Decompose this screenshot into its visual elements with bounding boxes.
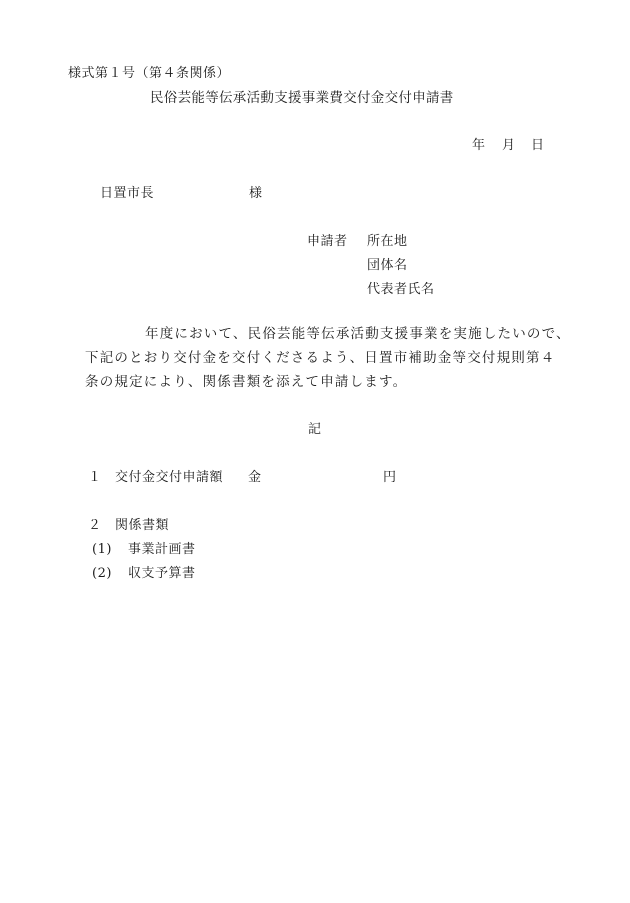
applicant-representative-label: 代表者氏名 (367, 282, 435, 297)
applicant-label: 申請者 (307, 234, 348, 249)
applicant-group-label: 団体名 (367, 258, 408, 273)
body-line-3: 条の規定により、関係書類を添えて申請します。 (85, 374, 408, 390)
date-year: 年 (472, 138, 486, 153)
date-month: 月 (502, 138, 516, 153)
document-list-item-number: (1) (92, 542, 112, 557)
date-day: 日 (531, 138, 545, 153)
form-number: 様式第１号（第４条関係） (68, 66, 231, 81)
document-list-item-label: 収支予算書 (128, 566, 196, 581)
item-2-number: ２ (88, 518, 102, 533)
item-2-label: 関係書類 (115, 518, 170, 533)
document-list-item-number: (2) (92, 566, 112, 581)
body-line-2: 下記のとおり交付金を交付くださるよう、日置市補助金等交付規則第４ (85, 350, 556, 366)
applicant-address-label: 所在地 (367, 234, 408, 249)
document-list-item-label: 事業計画書 (128, 542, 196, 557)
addressee-honorific: 様 (249, 186, 263, 201)
item-1-unit: 円 (383, 470, 397, 485)
document-title: 民俗芸能等伝承活動支援事業費交付金交付申請書 (150, 90, 454, 106)
item-1-label: 交付金交付申請額 (115, 470, 224, 485)
addressee-name: 日置市長 (100, 186, 155, 201)
ki-heading: 記 (308, 422, 322, 437)
item-1-number: １ (88, 470, 102, 485)
body-line-1: 年度において、民俗芸能等伝承活動支援事業を実施したいので、 (145, 326, 571, 342)
item-1-prefix: 金 (248, 470, 262, 485)
